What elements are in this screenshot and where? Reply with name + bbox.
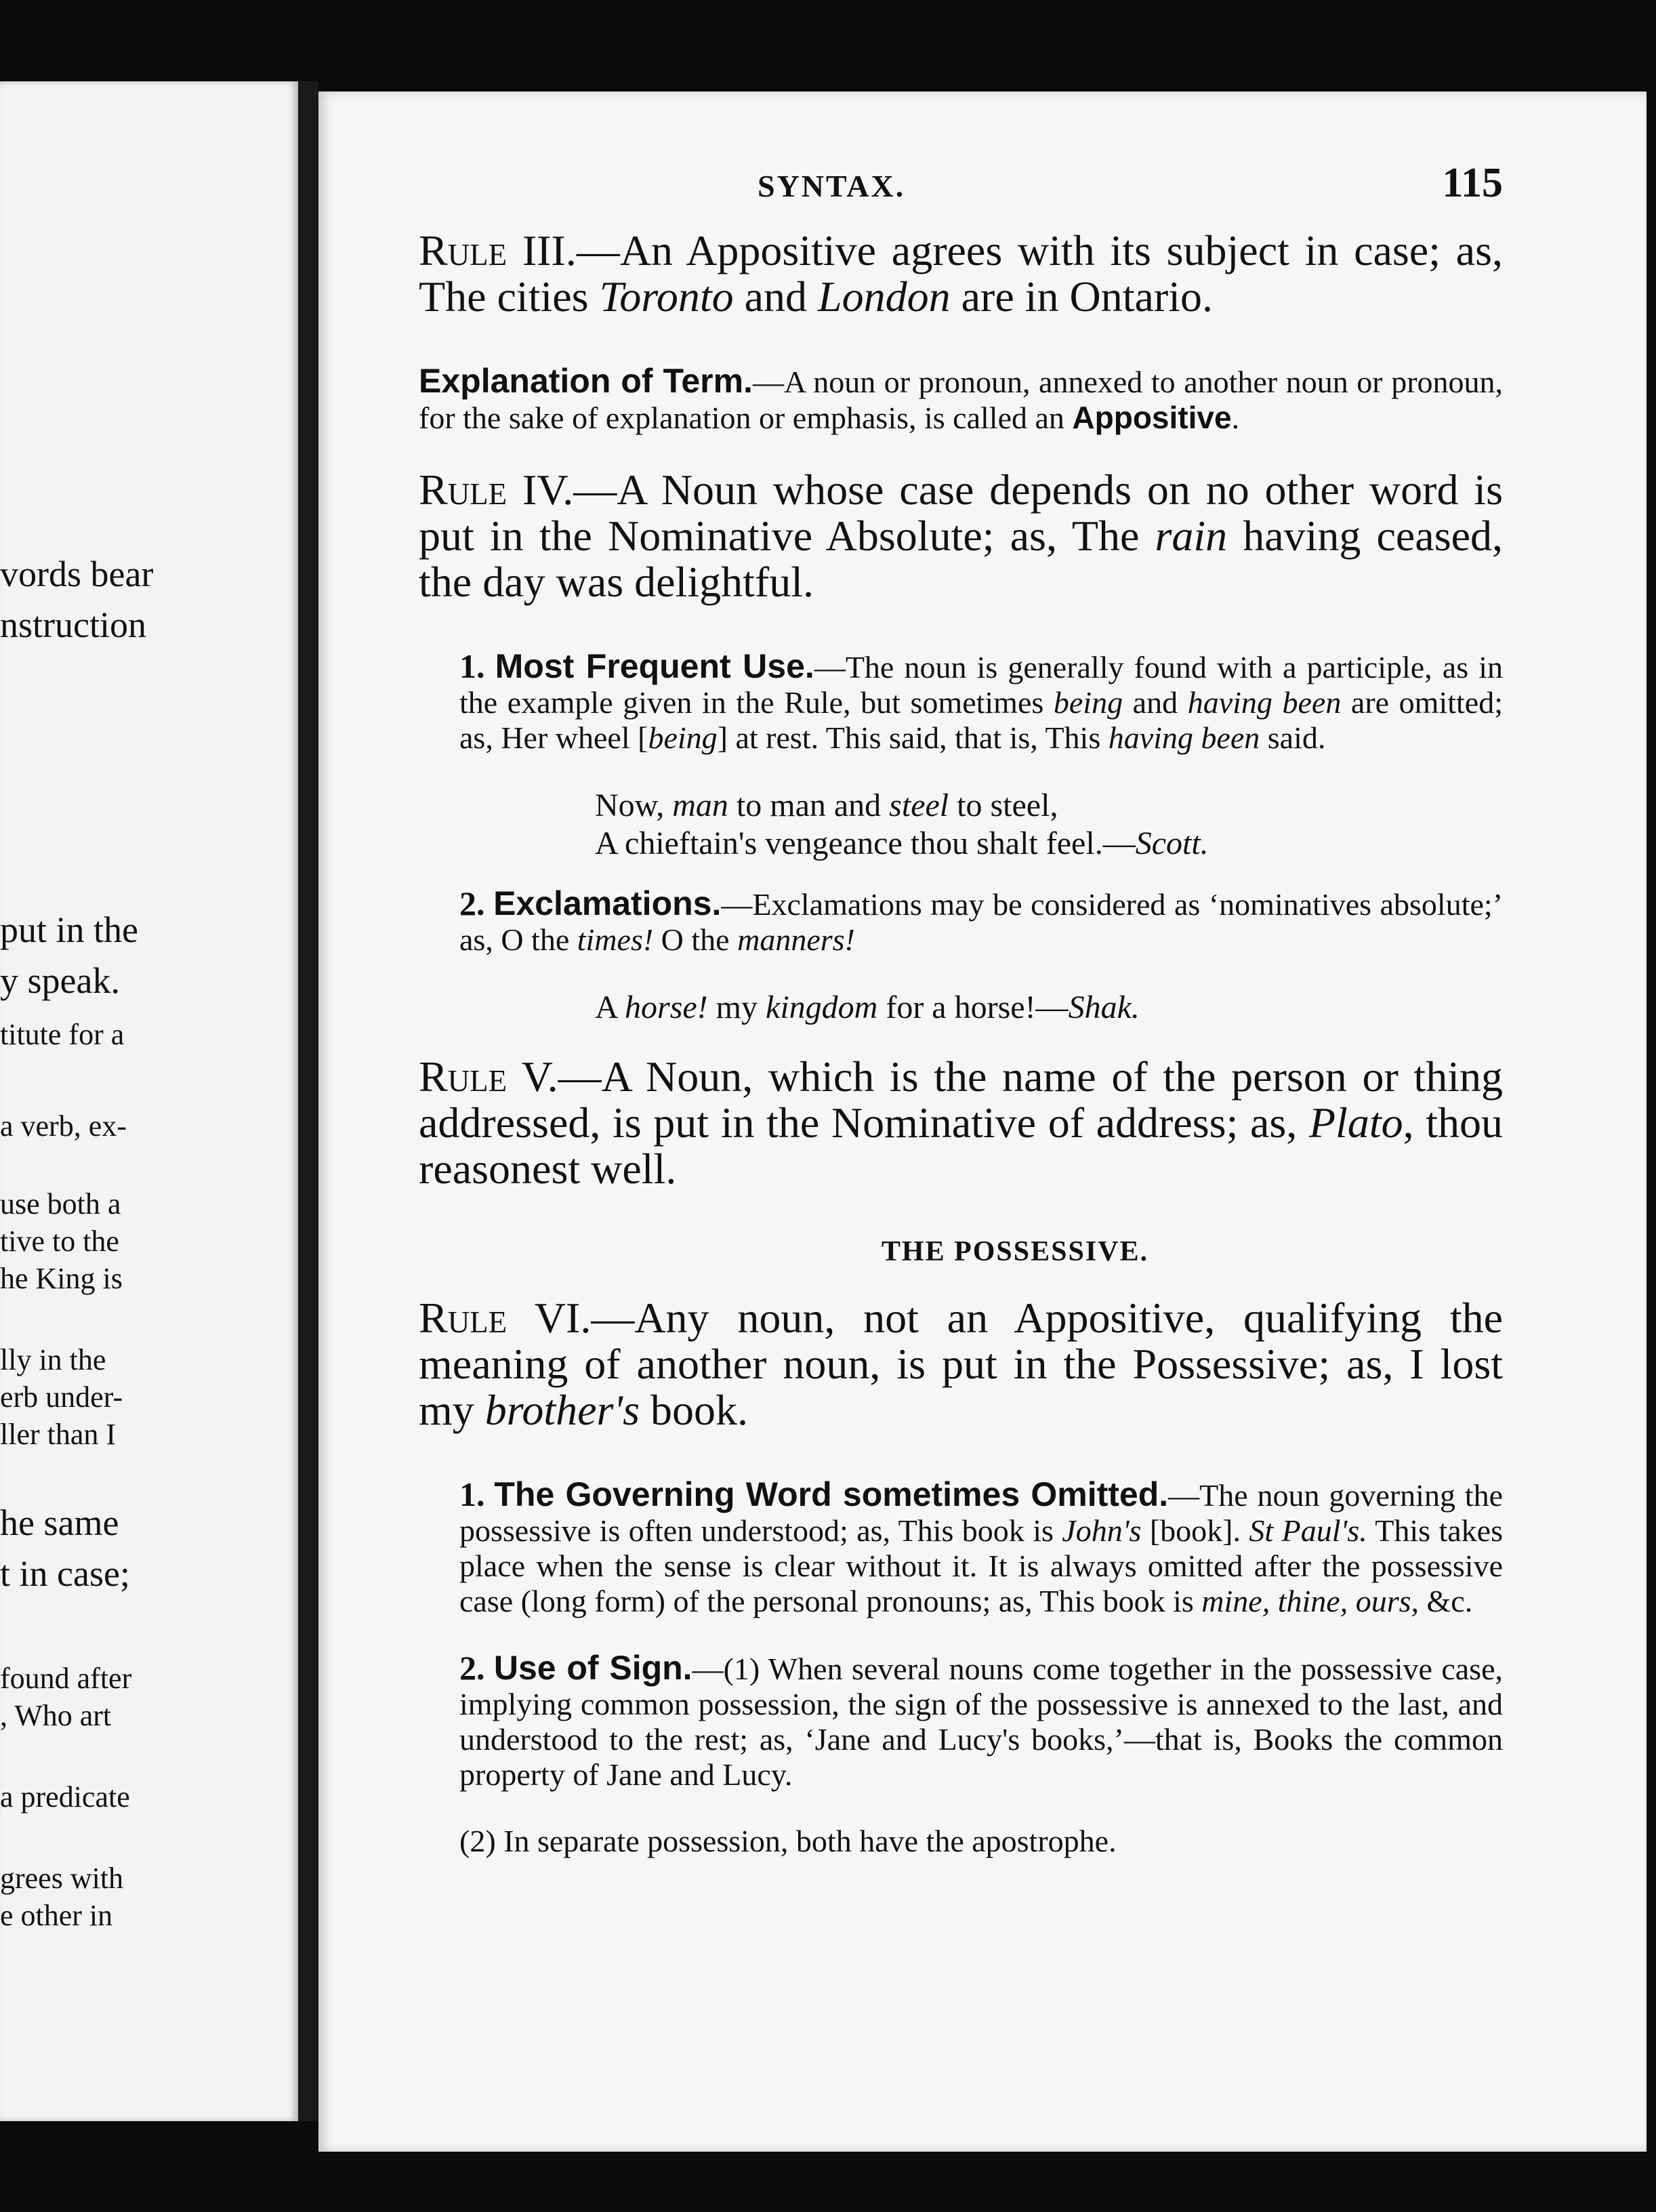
rule-label: Rule IV. [419,466,574,514]
rule-5: Rule V.—A Noun, which is the name of the person or thing addressed, is put in the Nominative of address; as, Plato, thou reasonest well. [419,1052,1504,1193]
left-page-fragment: grees with [0,1862,124,1895]
left-page-fragment: found after [0,1662,132,1695]
left-page-fragment: nstruction [0,605,146,645]
rule-4: Rule IV.—A Noun whose case depends on no other word is put in the Nominative Absolute; as, The rain having ceased, the day was delightful. [419,466,1504,606]
quotation-shakespeare: A horse! my kingdom for a horse!—Shak. [595,989,1140,1025]
left-page-fragment: a predicate [0,1780,130,1814]
note-governing-word: 1. The Governing Word sometimes Omitted.—The noun governing the possessive is often understood; as, This book is John's [book]. St Paul's. This takes place when the sense is clear without it. It is always omitted after the possessive case (long form) of the personal pronouns; as, This book is mine, thine, ours, &c. [459,1475,1504,1618]
note-heading: Most Frequent Use. [495,647,814,685]
note-heading: The Governing Word sometimes Omitted. [494,1475,1169,1513]
section-heading-possessive: THE POSSESSIVE. [881,1236,1149,1267]
rule-6: Rule VI.—Any noun, not an Appositive, qualifying the meaning of another noun, is put in the Possessive; as, I lost my brother's book. [419,1294,1504,1434]
running-title: SYNTAX. [758,169,906,203]
quotation-scott: Now, man to man and steel to steel, A chieftain's vengeance thou shalt feel.—Scott. [595,787,1209,861]
note-heading: Exclamations. [493,884,722,922]
note-separate-possession: (2) In separate possession, both have the apostrophe. [459,1824,1117,1858]
left-page-fragment: y speak. [0,960,120,1001]
note-heading: Explanation of Term. [419,362,753,400]
note-use-of-sign: 2. Use of Sign.—(1) When several nouns come together in the possessive case, implying common possession, the sign of the possessive is annexed to the last, and understood to the rest; as, ‘Jane and Lucy's books,’—that is, Books the common property of Jane and Lucy. [459,1649,1504,1792]
page-content [419,159,1503,1890]
left-page-fragment: , Who art [0,1699,112,1732]
left-page [0,81,298,2121]
note-heading: Use of Sign. [493,1649,692,1687]
left-page-fragment: he same [0,1502,119,1543]
rule-label: Rule V. [419,1052,558,1101]
rule-label: Rule III. [419,226,577,274]
page-number: 115 [1442,160,1503,206]
left-page-fragment: a verb, ex- [0,1109,127,1143]
explanation-of-term: Explanation of Term.—A noun or pronoun, annexed to another noun or pronoun, for the sake of explanation or emphasis, is called an Appositive. [419,362,1504,435]
left-page-fragment: t in case; [0,1553,130,1594]
rule-3: Rule III.—An Appositive agrees with its subject in case; as, The cities Toronto and London are in Ontario. [419,226,1503,321]
note-exclamations: 2. Exclamations.—Exclamations may be considered as ‘nominatives absolute;’ as, O the times! O the manners! [459,884,1504,957]
book-gutter [298,81,318,2121]
left-page-fragment: put in the [0,909,138,950]
running-header [758,159,1503,207]
left-page-fragment: he King is [0,1262,123,1295]
left-page-fragment: use both a [0,1187,121,1221]
left-page-fragment: e other in [0,1899,113,1932]
left-page-fragment: ller than I [0,1418,117,1451]
note-most-frequent-use: 1. Most Frequent Use.—The noun is generally found with a participle, as in the example given in the Rule, but sometimes being and having been are omitted; as, Her wheel [being] at rest. This said, that is, This having been said. [459,647,1503,755]
rule-label: Rule VI. [419,1294,592,1342]
left-page-fragment: tive to the [0,1225,119,1258]
left-page-fragment: vords bear [0,554,154,594]
right-page [318,91,1647,2152]
left-page-fragment: lly in the [0,1343,106,1376]
left-page-fragment: titute for a [0,1018,125,1051]
left-page-fragment: erb under- [0,1380,123,1414]
